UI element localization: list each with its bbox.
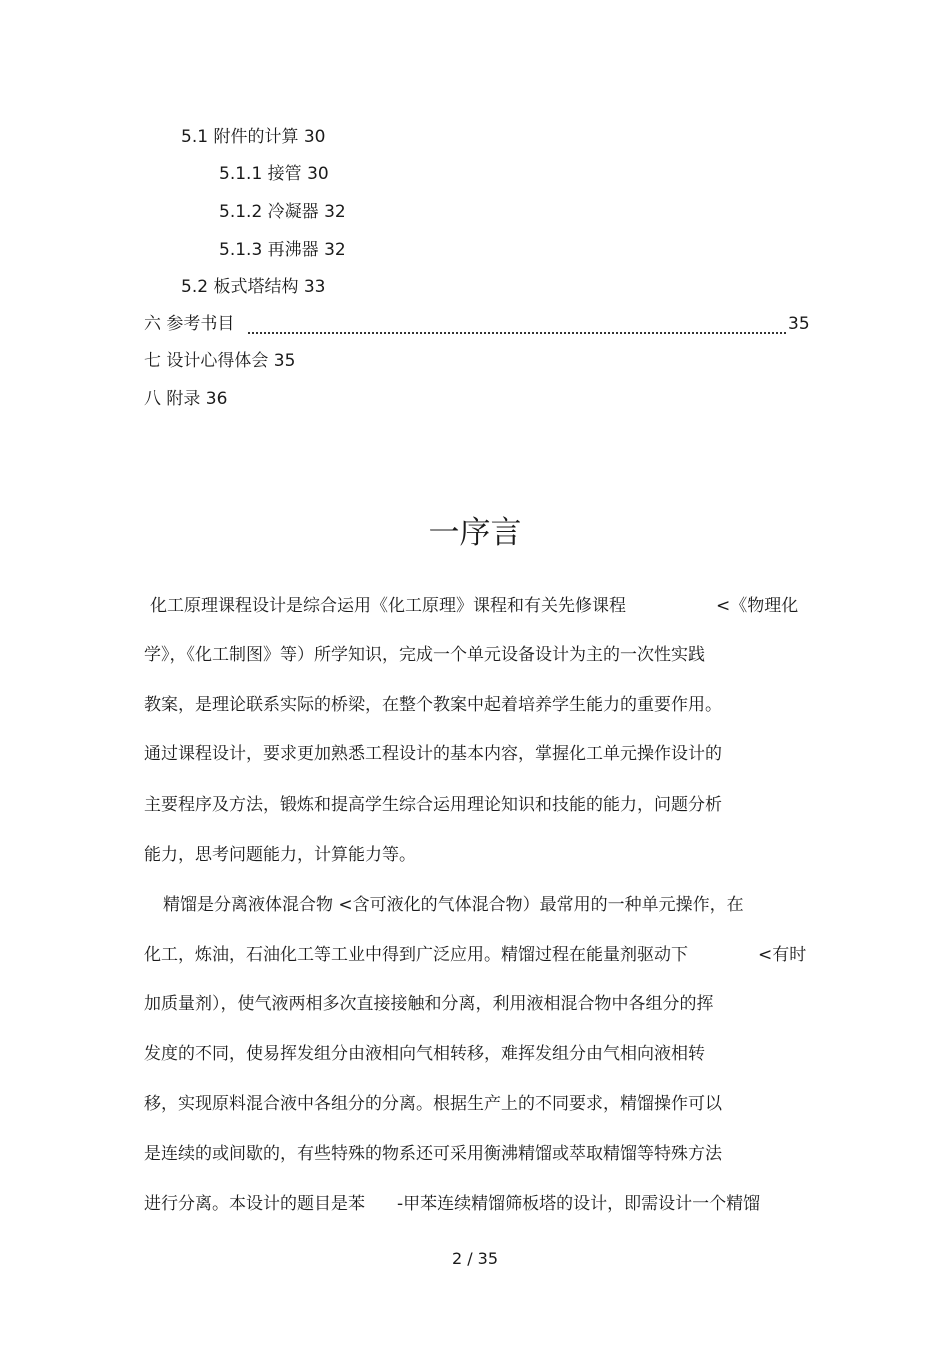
- toc-entry-5-1-2[interactable]: 5.1.2 冷凝器 32: [219, 202, 346, 222]
- toc-entry-5-1-1[interactable]: 5.1.1 接管 30: [219, 164, 329, 184]
- paragraph-line: 学》，《化工制图》等）所学知识，完成一个单元设备设计为主的一次性实践: [144, 645, 705, 665]
- toc-entry-6-page[interactable]: 35: [788, 314, 810, 334]
- paragraph-line: 能力，思考问题能力，计算能力等。: [144, 845, 416, 865]
- toc-entry-7[interactable]: 七 设计心得体会 35: [144, 351, 296, 371]
- toc-entry-5-2[interactable]: 5.2 板式塔结构 33: [181, 277, 326, 297]
- toc-entry-8[interactable]: 八 附录 36: [144, 389, 228, 409]
- paragraph-line: <《物理化: [716, 596, 799, 616]
- paragraph-line: 化工原理课程设计是综合运用《化工原理》课程和有关先修课程: [150, 596, 626, 616]
- toc-entry-6-label[interactable]: 六 参考书目: [144, 314, 235, 334]
- paragraph-line: 教案，是理论联系实际的桥梁，在整个教案中起着培养学生能力的重要作用。: [144, 695, 722, 715]
- section-title: 一序言: [428, 515, 522, 551]
- paragraph-line: 化工，炼油，石油化工等工业中得到广泛应用。精馏过程在能量剂驱动下: [144, 945, 688, 965]
- toc-leader-dots: [248, 322, 786, 334]
- paragraph-line: 加质量剂），使气液两相多次直接接触和分离，利用液相混合物中各组分的挥: [144, 994, 714, 1014]
- paragraph-line: <有时: [758, 945, 807, 965]
- paragraph-line: -甲苯连续精馏筛板塔的设计，即需设计一个精馏: [397, 1194, 761, 1214]
- toc-entry-5-1[interactable]: 5.1 附件的计算 30: [181, 127, 326, 147]
- paragraph-line: 是连续的或间歇的，有些特殊的物系还可采用衡沸精馏或萃取精馏等特殊方法: [144, 1144, 722, 1164]
- paragraph-line: 主要程序及方法，锻炼和提高学生综合运用理论知识和技能的能力，问题分析: [144, 795, 722, 815]
- page-number: 2 / 35: [451, 1249, 499, 1268]
- paragraph-line: 精馏是分离液体混合物 <含可液化的气体混合物）最常用的一种单元操作，在: [163, 895, 744, 915]
- paragraph-line: 移，实现原料混合液中各组分的分离。根据生产上的不同要求，精馏操作可以: [144, 1094, 722, 1114]
- toc-entry-5-1-3[interactable]: 5.1.3 再沸器 32: [219, 240, 346, 260]
- paragraph-line: 发度的不同，使易挥发组分由液相向气相转移，难挥发组分由气相向液相转: [144, 1044, 705, 1064]
- paragraph-line: 通过课程设计，要求更加熟悉工程设计的基本内容，掌握化工单元操作设计的: [144, 744, 722, 764]
- paragraph-line: 进行分离。本设计的题目是苯: [144, 1194, 365, 1214]
